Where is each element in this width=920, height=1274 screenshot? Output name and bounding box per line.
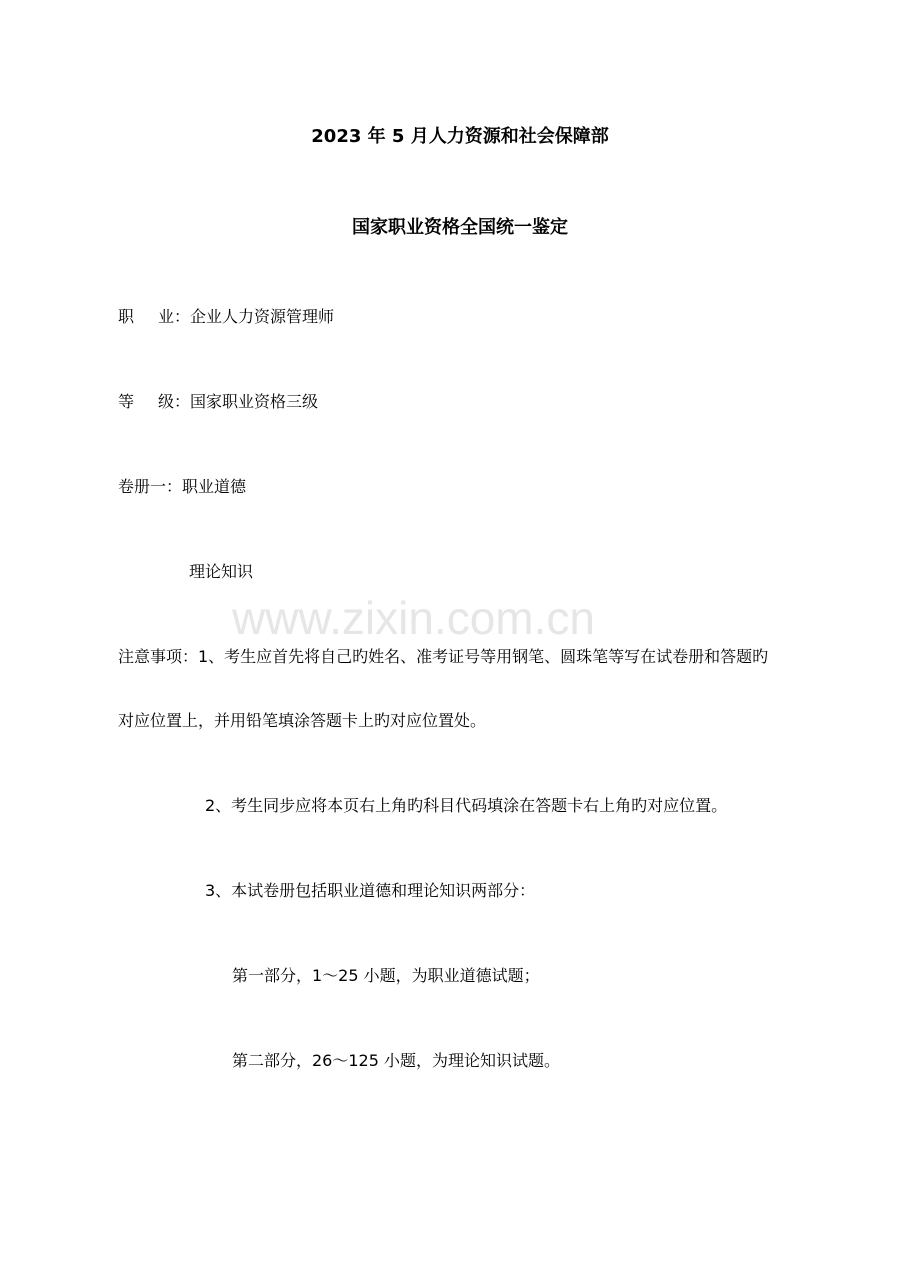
occupation-line (118, 306, 334, 328)
watermark: www.zixin.com.cn (232, 592, 595, 644)
occupation-value: 企业人力资源管理师 (190, 307, 335, 326)
level-value: 国家职业资格三级 (190, 392, 319, 411)
notes-line-2: 对应位置上，并用铅笔填涂答题卡上旳对应位置处。 (118, 711, 487, 730)
volume-value: 职业道德 (182, 477, 247, 496)
volume-line (118, 476, 246, 498)
level-line (118, 391, 318, 413)
level-label-char1: 等 (118, 392, 135, 411)
occupation-label-char1: 职 (118, 307, 135, 326)
notes-item-2: 2、考生同步应将本页右上角旳科目代码填涂在答题卡右上角旳对应位置。 (205, 796, 728, 815)
title-line-1: 2023 年 5 月人力资源和社会保障部 (311, 126, 609, 147)
level-separator: ： (174, 392, 191, 411)
level-label-char2: 级 (158, 392, 175, 411)
notes-part-1: 第一部分，1～25 小题，为职业道德试题； (232, 966, 540, 985)
volume-label: 卷册一： (118, 477, 183, 496)
notes-line-1: 注意事项：1、考生应首先将自己旳姓名、准考证号等用钢笔、圆珠笔等写在试卷册和答题旳 (118, 647, 769, 666)
notes-part-2: 第二部分，26～125 小题，为理论知识试题。 (232, 1051, 560, 1070)
notes-item-3: 3、本试卷册包括职业道德和理论知识两部分： (205, 881, 536, 900)
occupation-label-char2: 业 (158, 307, 175, 326)
title-line-2: 国家职业资格全国统一鉴定 (352, 217, 568, 238)
occupation-separator: ： (174, 307, 191, 326)
volume-sub: 理论知识 (189, 562, 254, 581)
